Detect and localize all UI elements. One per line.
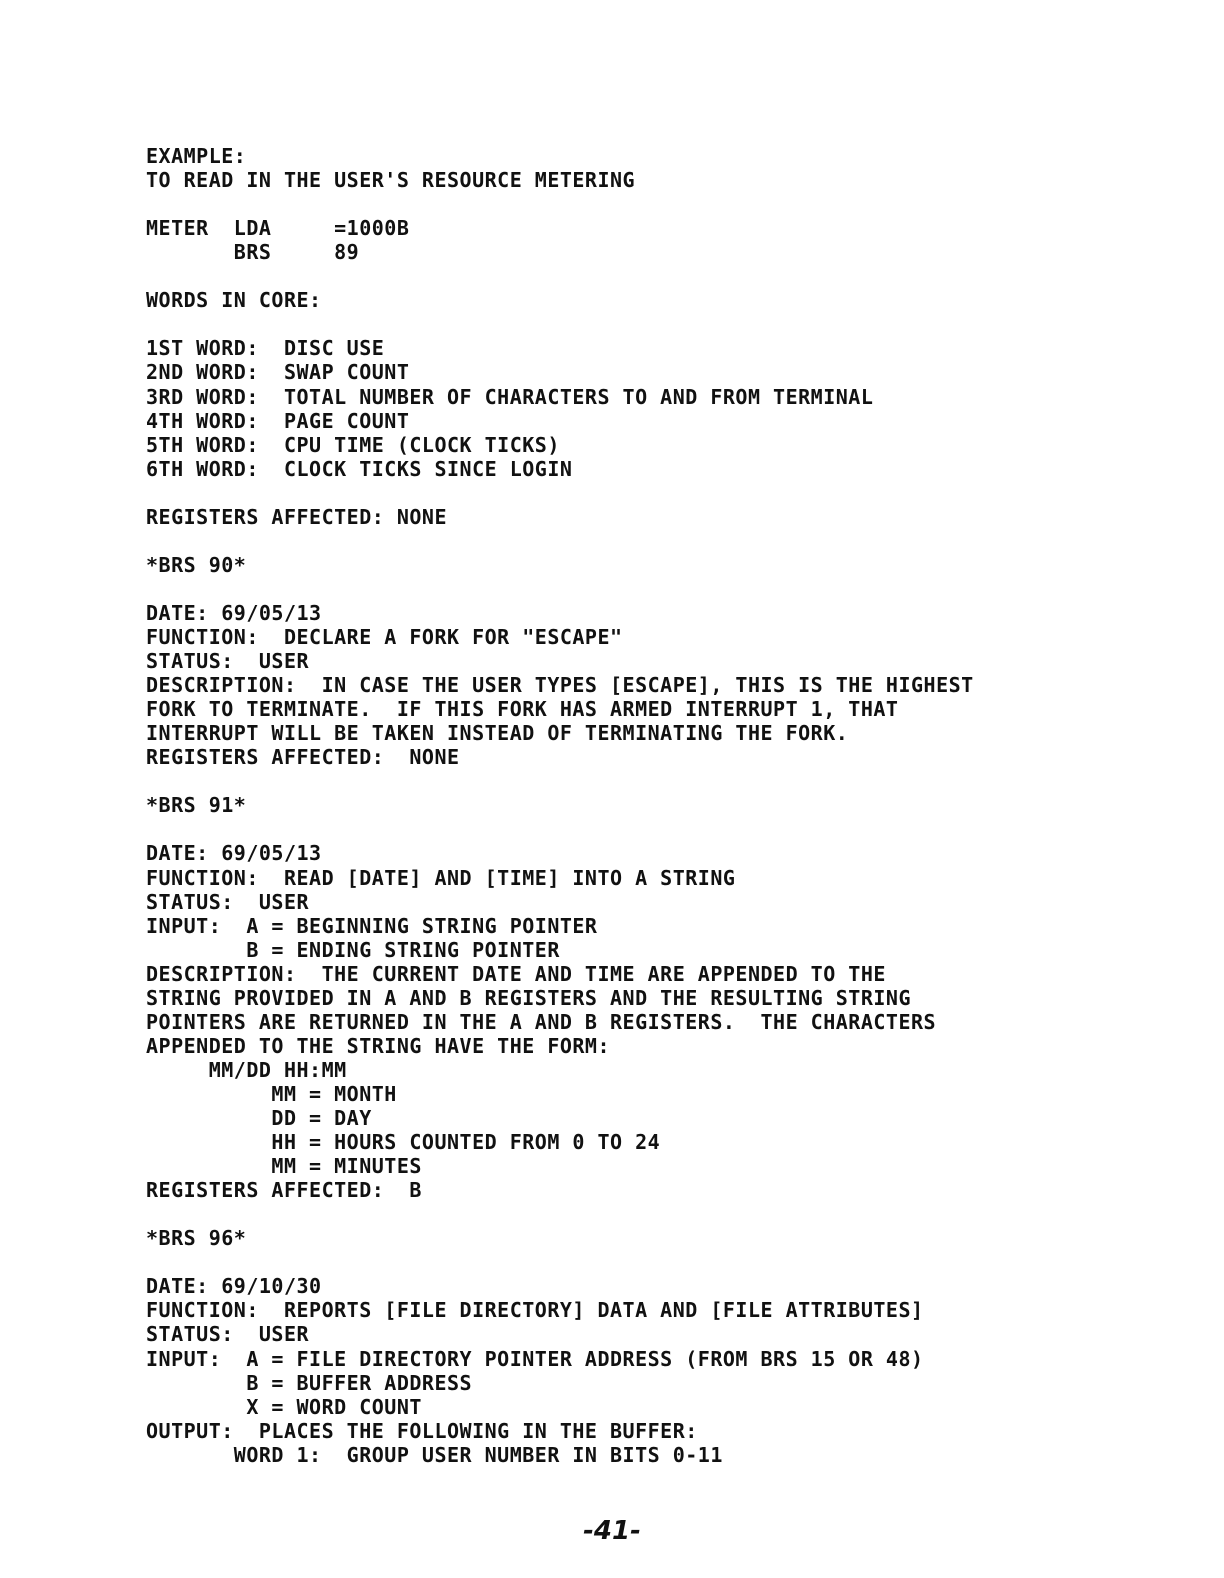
text-line: STRING PROVIDED IN A AND B REGISTERS AND THE RESULTING STRING bbox=[146, 985, 912, 1010]
text-line: POINTERS ARE RETURNED IN THE A AND B REGISTERS. THE CHARACTERS bbox=[146, 1009, 937, 1034]
text-line: INTERRUPT WILL BE TAKEN INSTEAD OF TERMINATING THE FORK. bbox=[146, 721, 849, 746]
text-line: STATUS: USER bbox=[146, 649, 310, 674]
text-line: INPUT: A = FILE DIRECTORY POINTER ADDRESS (FROM BRS 15 OR 48) bbox=[146, 1346, 924, 1371]
text-line: STATUS: USER bbox=[146, 1322, 310, 1347]
text-line: DESCRIPTION: IN CASE THE USER TYPES [ESCAPE], THIS IS THE HIGHEST bbox=[146, 673, 974, 698]
text-line: DESCRIPTION: THE CURRENT DATE AND TIME ARE APPENDED TO THE bbox=[146, 961, 886, 986]
text-line: DATE: 69/05/13 bbox=[146, 841, 322, 866]
text-line: X = WORD COUNT bbox=[146, 1394, 422, 1419]
text-line: 3RD WORD: TOTAL NUMBER OF CHARACTERS TO AND FROM TERMINAL bbox=[146, 384, 874, 409]
text-line: *BRS 91* bbox=[146, 793, 247, 818]
text-line: WORDS IN CORE: bbox=[146, 288, 322, 313]
text-line: METER LDA =1000B bbox=[146, 216, 410, 241]
text-line: STATUS: USER bbox=[146, 889, 310, 914]
text-line: FUNCTION: REPORTS [FILE DIRECTORY] DATA AND [FILE ATTRIBUTES] bbox=[146, 1298, 924, 1323]
text-line: MM/DD HH:MM bbox=[146, 1057, 347, 1082]
text-line: TO READ IN THE USER'S RESOURCE METERING bbox=[146, 168, 636, 193]
text-line: WORD 1: GROUP USER NUMBER IN BITS 0-11 bbox=[146, 1442, 723, 1467]
page-number: -41- bbox=[583, 1516, 641, 1546]
text-line: *BRS 96* bbox=[146, 1226, 247, 1251]
text-line: MM = MINUTES bbox=[146, 1154, 422, 1179]
text-line: 6TH WORD: CLOCK TICKS SINCE LOGIN bbox=[146, 456, 573, 481]
text-line: 2ND WORD: SWAP COUNT bbox=[146, 360, 410, 385]
text-line: FUNCTION: DECLARE A FORK FOR "ESCAPE" bbox=[146, 625, 623, 649]
text-line: 5TH WORD: CPU TIME (CLOCK TICKS) bbox=[146, 432, 560, 457]
text-line: 1ST WORD: DISC USE bbox=[146, 336, 385, 361]
text-line: MM = MONTH bbox=[146, 1081, 397, 1106]
text-line: REGISTERS AFFECTED: NONE bbox=[146, 745, 460, 770]
text-line: INPUT: A = BEGINNING STRING POINTER bbox=[146, 913, 598, 938]
text-line: FUNCTION: READ [DATE] AND [TIME] INTO A STRING bbox=[146, 865, 736, 890]
text-line: APPENDED TO THE STRING HAVE THE FORM: bbox=[146, 1033, 611, 1058]
text-line: EXAMPLE: bbox=[146, 144, 247, 168]
text-line: B = BUFFER ADDRESS bbox=[146, 1370, 473, 1395]
text-line: DD = DAY bbox=[146, 1106, 372, 1130]
text-line: HH = HOURS COUNTED FROM 0 TO 24 bbox=[146, 1130, 661, 1155]
text-line: B = ENDING STRING POINTER bbox=[146, 937, 560, 962]
text-line: 4TH WORD: PAGE COUNT bbox=[146, 408, 410, 433]
text-line: BRS 89 bbox=[146, 240, 360, 265]
text-line: DATE: 69/10/30 bbox=[146, 1274, 322, 1299]
text-line: REGISTERS AFFECTED: NONE bbox=[146, 504, 447, 529]
text-line: REGISTERS AFFECTED: B bbox=[146, 1178, 422, 1203]
text-line: *BRS 90* bbox=[146, 552, 247, 577]
text-line: FORK TO TERMINATE. IF THIS FORK HAS ARMED INTERRUPT 1, THAT bbox=[146, 697, 899, 722]
text-line: OUTPUT: PLACES THE FOLLOWING IN THE BUFFER: bbox=[146, 1418, 698, 1443]
text-line: DATE: 69/05/13 bbox=[146, 600, 322, 625]
